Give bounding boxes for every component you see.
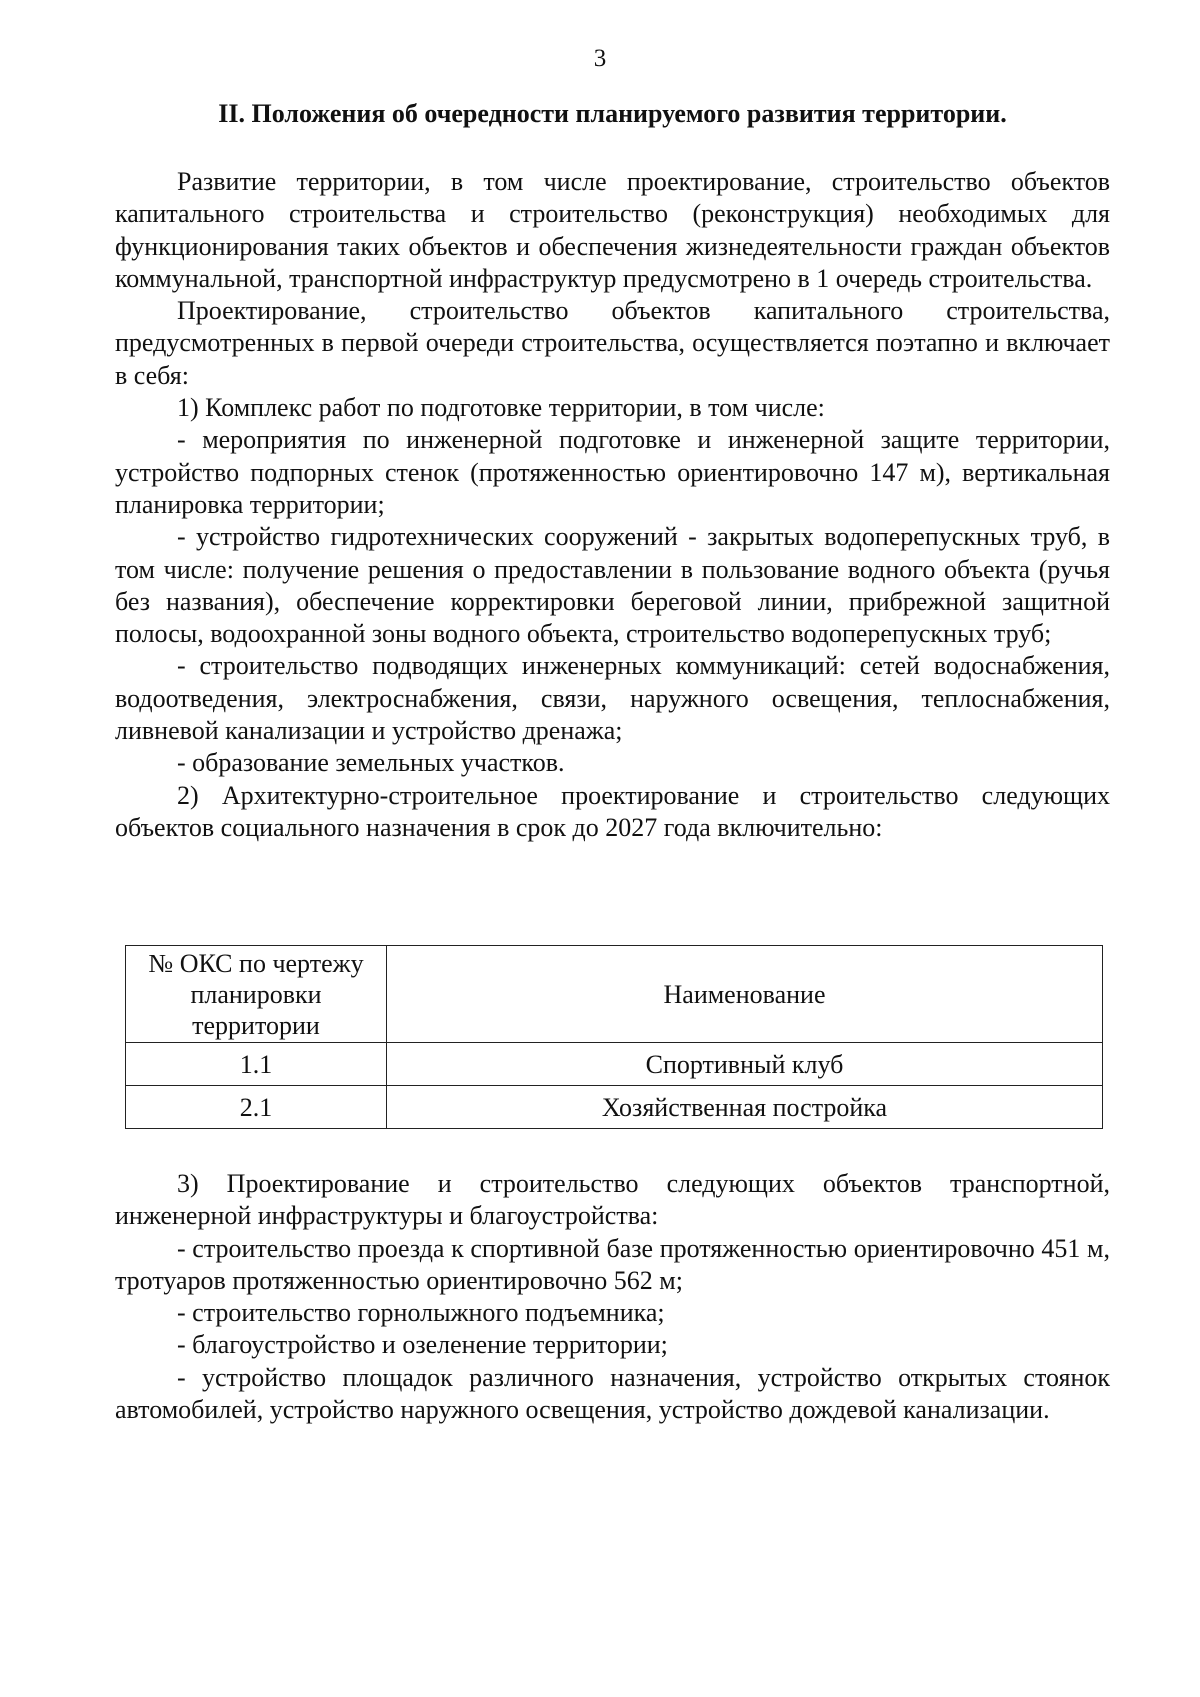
oks-table [125, 945, 1103, 1129]
list-item: - устройство гидротехнических сооружений - закрытых водоперепускных труб, в том числе: получение решения о предоставлении в пользование водного объекта (ручья без названия), обеспечение корректировки береговой линии, прибрежной защитной полосы, водоохранной зоны водного объекта, строительство водоперепускных труб; [115, 522, 1110, 649]
list-item: - благоустройство и озеленение территории; [177, 1330, 668, 1360]
list-item: - мероприятия по инженерной подготовке и инженерной защите территории, устройство подпорных стенок (протяженностью ориентировочно 147 м), вертикальная планировка территории; [115, 425, 1110, 519]
table-row [126, 1086, 1103, 1129]
column-header-name: Наименование [387, 946, 1103, 1043]
table-header-row [126, 946, 1103, 1043]
list-item: 3) Проектирование и строительство следующих объектов транспортной, инженерной инфраструктуры и благоустройства: [115, 1169, 1110, 1231]
page-number: 3 [593, 45, 607, 72]
column-header-number: № ОКС по чертежу планировки территории [126, 946, 387, 1043]
list-item: - образование земельных участков. [177, 748, 565, 778]
list-item: - строительство проезда к спортивной базе протяженностью ориентировочно 451 м, тротуаров протяженностью ориентировочно 562 м; [115, 1233, 1110, 1295]
section-heading: II. Положения об очередности планируемого развития территории. [218, 99, 1007, 128]
paragraph: Развитие территории, в том числе проектирование, строительство объектов капитального строительства и строительство (реконструкция) необходимых для функционирования таких объектов и обеспечения жизнедеятельности граждан объектов коммунальной, транспортной инфраструктур предусмотрено в 1 очередь строительства. [115, 167, 1110, 293]
body-text [115, 166, 1110, 844]
tail-text [115, 1168, 1110, 1426]
list-item: 2) Архитектурно-строительное проектирование и строительство следующих объектов социального назначения в срок до 2027 года включительно: [115, 780, 1110, 842]
list-item: - устройство площадок различного назначения, устройство открытых стоянок автомобилей, устройство наружного освещения, устройство дождевой канализации. [115, 1362, 1110, 1425]
table-row [126, 1043, 1103, 1086]
list-item: 1) Комплекс работ по подготовке территории, в том числе: [177, 393, 825, 423]
table-cell-name: Хозяйственная постройка [387, 1086, 1103, 1129]
list-item: - строительство подводящих инженерных коммуникаций: сетей водоснабжения, водоотведения, электроснабжения, связи, наружного освещения, теплоснабжения, ливневой канализации и устройство дренажа; [115, 651, 1110, 746]
table-cell-number: 2.1 [126, 1086, 387, 1129]
table-cell-name: Спортивный клуб [387, 1043, 1103, 1086]
paragraph: Проектирование, строительство объектов капитального строительства, предусмотренных в первой очереди строительства, осуществляется поэтапно и включает в себя: [115, 296, 1110, 390]
list-item: - строительство горнолыжного подъемника; [177, 1298, 665, 1328]
table-cell-number: 1.1 [126, 1043, 387, 1086]
